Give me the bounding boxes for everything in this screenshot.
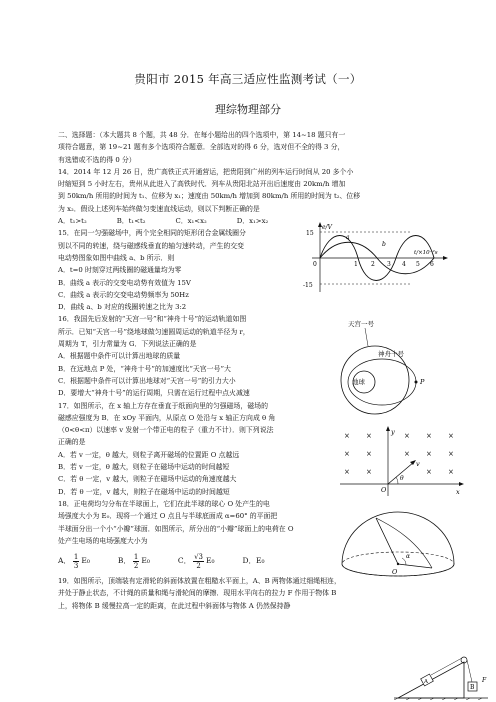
q14-option-c: C．x₁<x₂ bbox=[175, 217, 207, 226]
q18-line: 场强度大小为 E₀．现将一个通过 O 点且与半球底面成 α=60° 的平面把 bbox=[58, 512, 278, 521]
q14-option-d: D．x₁>x₂ bbox=[236, 217, 269, 226]
q18-option-d: D． E₀ bbox=[242, 555, 265, 565]
q17-option-c: C．若 θ 一定，v 越大，则粒子在磁场中运动的角速度越大 bbox=[58, 475, 237, 484]
page-subtitle: 理综物理部分 bbox=[215, 103, 281, 116]
svg-text:×: × bbox=[426, 468, 432, 476]
q17-origin-label: O bbox=[381, 486, 387, 494]
svg-text:×: × bbox=[426, 450, 432, 458]
q15-x-tick: 1 bbox=[354, 261, 358, 268]
q18-option-a: A． $\frac{1}{3}$ E₀ bbox=[58, 552, 90, 570]
q18-option-c: C． $\frac{√3}{2}$ E₀ bbox=[177, 552, 215, 570]
q17-line: （0<θ<π）以速率 v 发射一个带正电的粒子（重力不计）．则下列说法 bbox=[58, 426, 274, 435]
q14-line: 时缩短到 5 小时左右，贵州从此进入了高铁时代．列车从贵阳北站开出后速度由 20km/h 增加 bbox=[58, 180, 346, 189]
svg-text:×: × bbox=[344, 432, 350, 440]
q17-option-d: D．若 θ 一定，v 越大，则粒子在磁场中运动的时间越短 bbox=[58, 487, 230, 496]
q15-curve-b-label: b bbox=[382, 241, 386, 248]
q17-line: 17．如图所示，在 x 轴上方存在垂直于纸面向里的匀强磁场，磁场的 bbox=[58, 401, 268, 410]
page-title: 贵阳市 2015 年高三适应性监测考试（一） bbox=[134, 72, 362, 86]
svg-text:×: × bbox=[426, 432, 432, 440]
q15-y-axis-label: e/V bbox=[322, 224, 332, 231]
q19-line: 并处于静止状态，不计绳的质量和绳与滑轮间的摩擦．现用水平向右的拉力 F 作用于物体 B bbox=[58, 589, 337, 598]
q15-x-tick: 2 bbox=[371, 261, 375, 268]
q15-emf-graph bbox=[302, 222, 450, 294]
q15-origin-label: 0 bbox=[313, 261, 317, 268]
intro-line: 二、选择题：（本大题共 8 个题，共 48 分．在每小题给出的四个选项中，第 14~18 题只有一 bbox=[58, 131, 346, 139]
svg-text:×: × bbox=[448, 432, 454, 440]
q15-x-tick: 4 bbox=[402, 261, 406, 268]
q18-center-label: O bbox=[392, 568, 398, 576]
q15-x-axis-label: t/×10⁻²s bbox=[414, 250, 438, 256]
q15-y-min-label: -15 bbox=[303, 282, 313, 289]
q15-option-b: B．曲线 a 表示的交变电动势有效值为 15V bbox=[58, 278, 191, 287]
q17-option-b: B．若 v 一定，θ 越大，则粒子在磁场中运动的时间越短 bbox=[58, 463, 230, 472]
q15-option-d: D．曲线 a、b 对应的线圈转速之比为 3:2 bbox=[58, 303, 187, 312]
q15-y-max-label: 15 bbox=[306, 230, 314, 237]
q18-option-b: B． $\frac{1}{2}$ E₀ bbox=[117, 552, 150, 570]
fraction: $\frac{√3}{2}$ bbox=[194, 552, 204, 570]
q16-line: 周期为 T，引力常量为 G．下列说法正确的是 bbox=[58, 340, 197, 349]
q15-line: 电动势图象如图中曲线 a、b 所示．则 bbox=[58, 253, 175, 262]
q16-earth-label: 地球 bbox=[352, 378, 365, 386]
q17-line: 正确的是 bbox=[58, 438, 86, 447]
q16-option-d: D．要增大“神舟十号”的运行周期，只需在运行过程中点火减速 bbox=[58, 389, 250, 398]
q16-option-b: B．在远地点 P 处，“神舟十号”的加速度比“天宫一号”大 bbox=[58, 364, 231, 373]
q16-line: 所示．已知“天宫一号”绕地球做匀速圆周运动的轨道半径为 r， bbox=[58, 327, 250, 336]
q18-alpha-label: α bbox=[406, 553, 411, 560]
q16-option-c: C．根据题中条件可以计算出地球对“天宫一号”的引力大小 bbox=[58, 376, 236, 385]
q19-line: 19．如图所示，顶端装有定滑轮的斜面体放置在粗糙水平面上，A、B 两物体通过细绳相连， bbox=[58, 577, 341, 586]
q15-line: 别以不同的转速，绕与磁感线垂直的轴匀速转动，产生的交变 bbox=[58, 241, 245, 250]
q18-line: 18．正电荷均匀分布在半球面上，它们在此半球的球心 O 处产生的电 bbox=[58, 499, 270, 508]
q17-y-label: y bbox=[391, 428, 395, 436]
q15-x-tick: 3 bbox=[387, 261, 391, 268]
q17-theta-label: θ bbox=[400, 475, 404, 482]
q14-line: 为 x₂．假设上述列车始终做匀变速直线运动，则以下判断正确的是 bbox=[58, 204, 260, 213]
q14-line: 到 50km/h 所用的时间为 t₁、位移为 x₁；速度由 50km/h 增加到 80km/h 所用的时间为 t₂、位移 bbox=[58, 192, 361, 201]
q15-option-a: A．t=0 时刻穿过两线圈的磁通量均为零 bbox=[58, 266, 182, 275]
field-crosses bbox=[344, 432, 454, 476]
q15-line: 15．在同一匀强磁场中，两个完全相同的矩形闭合金属线圈分 bbox=[58, 229, 246, 238]
q16-orbit-diagram bbox=[320, 318, 450, 416]
q16-tiangong-label: 天宫一号 bbox=[348, 320, 374, 328]
svg-text:×: × bbox=[366, 432, 372, 440]
q19-line: 上，将物体 B 缓慢拉高一定的距离，在此过程中斜面体与物体 A 仍然保持静 bbox=[58, 601, 291, 610]
svg-text:×: × bbox=[404, 432, 410, 440]
svg-text:×: × bbox=[404, 450, 410, 458]
svg-text:×: × bbox=[344, 450, 350, 458]
q16-line: 16．我国先后发射的“天宫一号”和“神舟十号”的运动轨道如图 bbox=[58, 315, 247, 324]
q19-block-b-label: B bbox=[470, 684, 475, 691]
q17-velocity-label: v bbox=[416, 460, 420, 468]
q16-point-p-label: P bbox=[420, 378, 425, 386]
q14-line: 14．2014 年 12 月 26 日，贵广高铁正式开通营运，把贵阳到广州的列车运行时间从 20 多个小 bbox=[58, 167, 354, 176]
q16-option-a: A．根据题中条件可以计算出地球的质量 bbox=[58, 352, 181, 361]
intro-line: 有选错或不选的得 0 分） bbox=[58, 155, 136, 164]
svg-text:×: × bbox=[448, 468, 454, 476]
q15-x-tick: 5 bbox=[416, 261, 420, 268]
q19-force-label: F bbox=[482, 677, 487, 684]
svg-text:×: × bbox=[366, 450, 372, 458]
svg-text:×: × bbox=[366, 468, 372, 476]
fraction: $\frac{1}{3}$ bbox=[73, 552, 79, 570]
q17-x-label: x bbox=[456, 488, 460, 496]
q18-line: 半球面分出一个小“小瓣”球面．如图所示，所分出的“小瓣”球面上的电荷在 O bbox=[58, 524, 294, 533]
q18-line: 处产生电场的电场强度大小为 bbox=[58, 536, 148, 545]
q19-block-a-label: A bbox=[424, 679, 428, 685]
q15-x-tick: 6 bbox=[430, 261, 434, 268]
q14-option-a: A．t₁>t₂ bbox=[58, 217, 87, 226]
q17-field-diagram bbox=[336, 426, 466, 498]
q17-line: 磁感应强度为 B．在 xOy 平面内，从原点 O 处沿与 x 轴正方向成 θ 角 bbox=[58, 413, 276, 422]
intro-line: 项符合题意，第 19~21 题有多个选项符合题意．全部选对的得 6 分，选对但不全的得 3 分， bbox=[58, 143, 345, 152]
q19-incline-diagram bbox=[394, 650, 490, 700]
q17-option-a: A．若 v 一定，θ 越大，则粒子离开磁场的位置距 O 点越远 bbox=[58, 450, 240, 459]
q15-curve-a-label: a bbox=[346, 234, 350, 241]
q14-option-b: B．t₁<t₂ bbox=[116, 217, 146, 226]
q15-option-c: C．曲线 a 表示的交变电动势频率为 50Hz bbox=[58, 290, 189, 299]
svg-text:×: × bbox=[448, 450, 454, 458]
q16-shenzhou-label: 神舟十号 bbox=[378, 350, 404, 358]
fraction: $\frac{1}{2}$ bbox=[133, 552, 139, 570]
svg-text:×: × bbox=[344, 468, 350, 476]
q18-hemisphere-diagram bbox=[336, 508, 464, 584]
